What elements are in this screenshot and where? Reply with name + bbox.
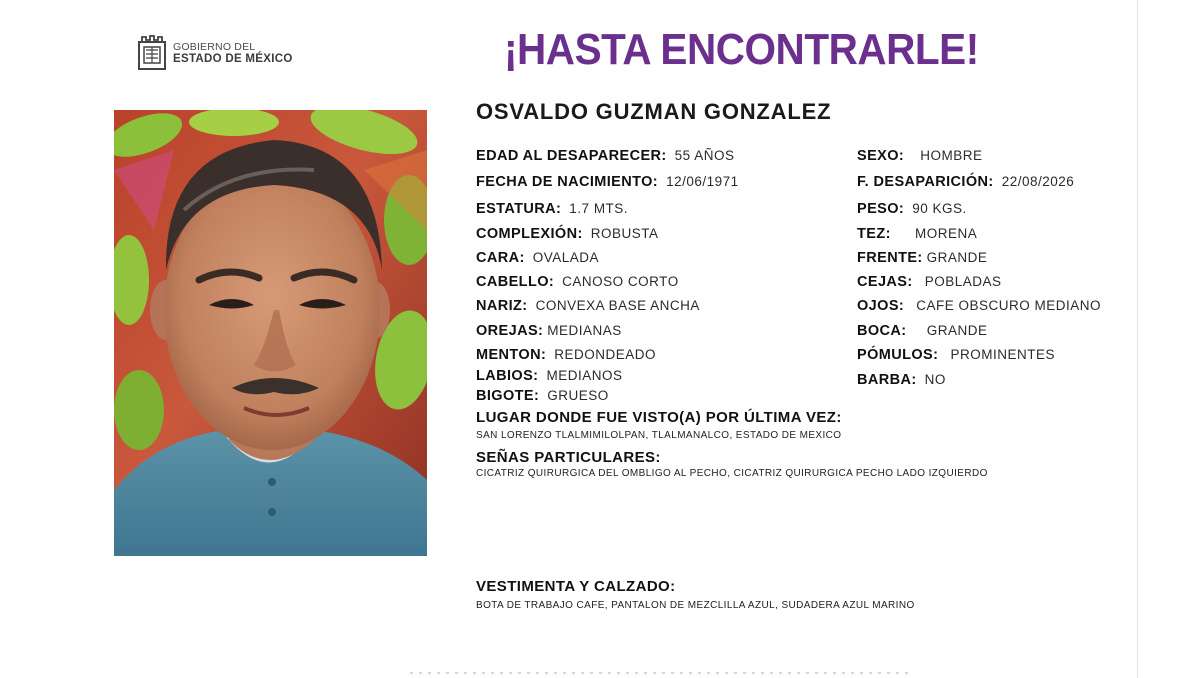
field-label: MENTON: — [476, 347, 547, 363]
field-mouth — [857, 322, 987, 340]
field-value: 55 AÑOS — [674, 148, 735, 163]
field-value: OVALADA — [532, 250, 600, 265]
field-eyes — [857, 297, 1101, 315]
logo-line-1: GOBIERNO DEL — [173, 41, 256, 53]
field-weight — [857, 200, 967, 218]
clothing-title: VESTIMENTA Y CALZADO: — [476, 578, 676, 595]
field-value: MORENA — [915, 226, 978, 241]
field-value: REDONDEADO — [554, 347, 657, 362]
field-value: 22/08/2026 — [1001, 174, 1075, 189]
marks-text: CICATRIZ QUIRURGICA DEL OMBLIGO AL PECHO, CICATRIZ QUIRURGICA PECHO LADO IZQUIERDO — [476, 468, 988, 479]
field-label: OJOS: — [857, 298, 905, 314]
marks-title: SEÑAS PARTICULARES: — [476, 449, 661, 466]
field-label: NARIZ: — [476, 298, 528, 314]
field-label: FRENTE: — [857, 250, 923, 266]
field-value: POBLADAS — [924, 274, 1002, 289]
field-label: CABELLO: — [476, 274, 555, 290]
field-value: HOMBRE — [920, 148, 983, 163]
field-value: MEDIANOS — [546, 368, 623, 383]
field-value: PROMINENTES — [950, 347, 1055, 362]
field-label: LABIOS: — [476, 368, 539, 384]
field-value: GRUESO — [547, 388, 609, 403]
state-seal-icon — [136, 34, 168, 72]
government-logo — [136, 33, 293, 73]
field-label: ESTATURA: — [476, 201, 562, 217]
field-label: PESO: — [857, 201, 905, 217]
field-forehead — [857, 249, 987, 267]
field-height — [476, 200, 628, 218]
field-ears — [476, 322, 622, 340]
field-value: NO — [924, 372, 946, 387]
field-value: ROBUSTA — [590, 226, 659, 241]
field-value: MEDIANAS — [547, 323, 622, 338]
field-label: BIGOTE: — [476, 388, 540, 404]
field-value: CONVEXA BASE ANCHA — [535, 298, 700, 313]
field-label: OREJAS: — [476, 323, 544, 339]
person-name: OSVALDO GUZMAN GONZALEZ — [476, 99, 832, 124]
field-label: FECHA DE NACIMIENTO: — [476, 174, 658, 190]
field-beard — [857, 371, 946, 389]
field-hair — [476, 273, 679, 291]
field-value: GRANDE — [926, 250, 988, 265]
field-label: BARBA: — [857, 372, 917, 388]
field-complexion — [857, 225, 977, 243]
clothing-text: BOTA DE TRABAJO CAFE, PANTALON DE MEZCLILLA AZUL, SUDADERA AZUL MARINO — [476, 600, 915, 611]
field-value: 1.7 MTS. — [569, 201, 629, 216]
field-chin — [476, 346, 656, 364]
person-photo — [114, 110, 427, 556]
field-value: CANOSO CORTO — [562, 274, 679, 289]
headline: ¡HASTA ENCONTRARLE! — [504, 25, 979, 74]
field-lips — [476, 367, 623, 385]
logo-line-2: ESTADO DE MÉXICO — [173, 53, 293, 65]
field-value: GRANDE — [926, 323, 988, 338]
field-eyebrows — [857, 273, 1001, 291]
field-face — [476, 249, 599, 267]
field-cheekbones — [857, 346, 1055, 364]
field-value: 90 KGS. — [912, 201, 967, 216]
page-edge-divider — [1137, 0, 1138, 678]
field-label: EDAD AL DESAPARECER: — [476, 148, 667, 164]
field-age — [476, 147, 734, 165]
field-label: BOCA: — [857, 323, 907, 339]
bottom-divider — [410, 672, 910, 674]
field-label: TEZ: — [857, 226, 891, 242]
field-label: SEXO: — [857, 148, 905, 164]
last-seen-title: LUGAR DONDE FUE VISTO(A) POR ÚLTIMA VEZ: — [476, 409, 842, 426]
field-label: COMPLEXIÓN: — [476, 226, 583, 242]
field-birth-date — [476, 173, 739, 191]
field-label: PÓMULOS: — [857, 347, 939, 363]
field-disappearance-date — [857, 173, 1074, 191]
field-value: CAFE OBSCURO MEDIANO — [916, 298, 1101, 313]
last-seen-text: SAN LORENZO TLALMIMILOLPAN, TLALMANALCO, ESTADO DE MEXICO — [476, 430, 842, 441]
field-build — [476, 225, 659, 243]
field-mustache — [476, 387, 609, 405]
field-value: 12/06/1971 — [666, 174, 739, 189]
field-label: CEJAS: — [857, 274, 913, 290]
field-nose — [476, 297, 700, 315]
field-label: CARA: — [476, 250, 525, 266]
field-label: F. DESAPARICIÓN: — [857, 174, 994, 190]
field-sex — [857, 147, 983, 165]
